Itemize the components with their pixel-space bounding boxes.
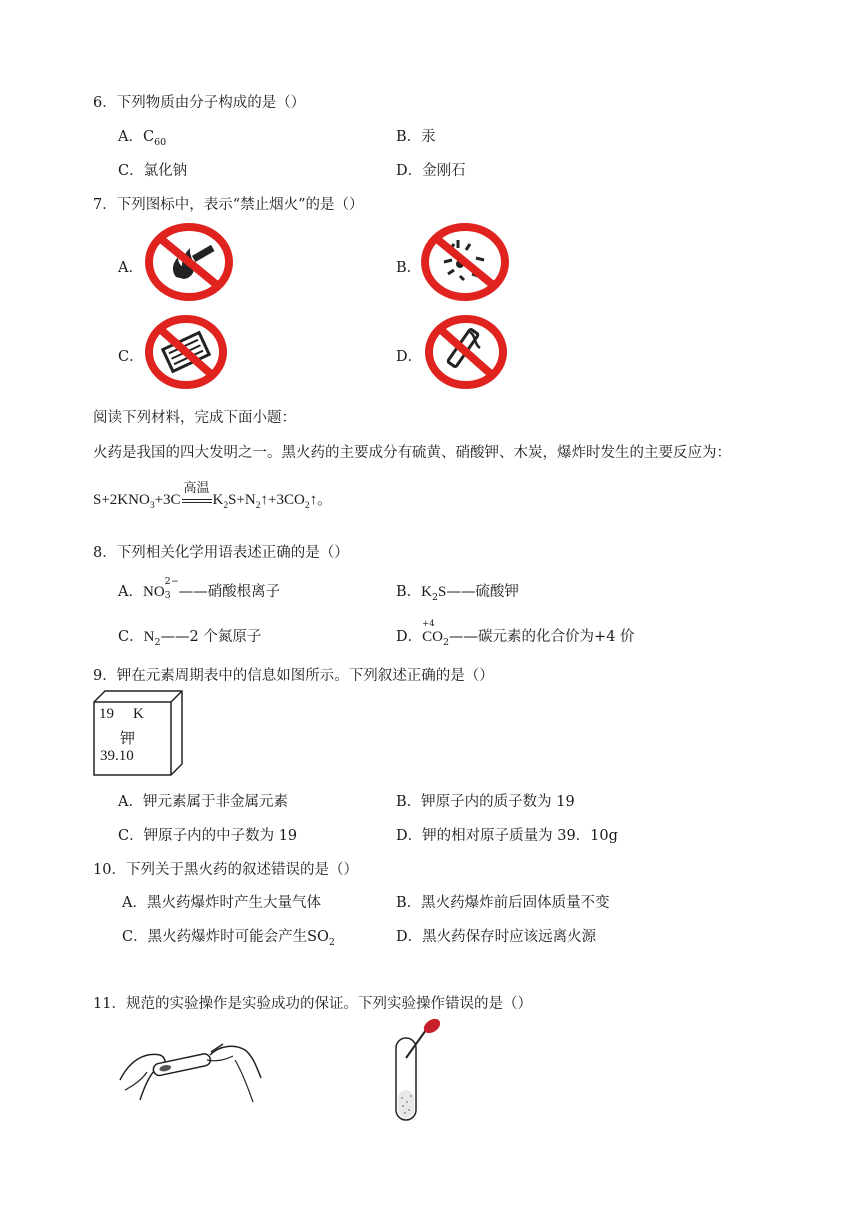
q7-stem: 7．下列图标中，表示“禁止烟火”的是（） (93, 197, 364, 213)
test-tube-handling-illustration (115, 1030, 265, 1110)
q8-stem: 8．下列相关化学用语表述正确的是（） (93, 545, 349, 561)
no-matches-icon (144, 314, 228, 390)
element-symbol: K (133, 706, 144, 722)
q9-option-b: B．钾原子内的质子数为 19 (396, 794, 575, 810)
q8-option-a: A．NO 2− 3 ——硝酸根离子 (118, 576, 281, 601)
no-fireworks-icon (420, 222, 510, 302)
q6-option-c: C．氯化钠 (118, 163, 188, 179)
no-open-flame-icon (144, 222, 234, 302)
atomic-number: 19 (99, 706, 114, 722)
reaction-equation: $S+2KNO_3+3C$ 高温 $K_2S+N_2↑+3CO_2↑$。 (93, 480, 333, 511)
q7-option-c-label: C． (118, 349, 144, 365)
q8-option-b: B．$K_2S——$硫酸钾 (396, 584, 519, 603)
q8-option-d: D． +4 $CO_2——$碳元素的化合价为+4 价 (396, 619, 635, 648)
element-name: 钾 (120, 731, 136, 747)
q6-option-a: A．$C_{60}$ (118, 129, 167, 148)
q11-stem: 11．规范的实验操作是实验成功的保证。下列实验操作错误的是（） (93, 996, 532, 1012)
periodic-table-cell (93, 690, 183, 776)
reading-text: 火药是我国的四大发明之一。黑火药的主要成分有硫黄、硝酸钾、木炭，爆炸时发生的主要反应为： (93, 445, 731, 461)
q8-option-c: C．$N_2——2$ 个氮原子 (118, 629, 262, 648)
atomic-mass: 39.10 (100, 748, 134, 764)
q7-option-d-label: D． (396, 349, 423, 365)
dropper-test-tube-illustration (390, 1018, 450, 1128)
q10-option-b: B．黑火药爆炸前后固体质量不变 (396, 895, 610, 911)
q10-option-d: D．黑火药保存时应该远离火源 (396, 929, 597, 945)
q9-option-d: D．钾的相对原子质量为 39．10g (396, 828, 618, 844)
q10-option-c: C．黑火药爆炸时可能会产生$SO_2$ (122, 929, 335, 948)
q7-option-a-label: A． (118, 260, 143, 276)
reading-intro: 阅读下列材料，完成下面小题： (93, 410, 296, 426)
q6-option-d: D．金刚石 (396, 163, 466, 179)
no-smoking-icon (424, 314, 508, 390)
q6-stem: 6．下列物质由分子构成的是（） (93, 95, 306, 111)
q9-stem: 9．钾在元素周期表中的信息如图所示。下列叙述正确的是（） (93, 668, 494, 684)
q9-option-a: A．钾元素属于非金属元素 (118, 794, 288, 810)
q7-option-b-label: B． (396, 260, 422, 276)
q9-option-c: C．钾原子内的中子数为 19 (118, 828, 298, 844)
q6-option-b: B．汞 (396, 129, 436, 145)
q10-stem: 10．下列关于黑火药的叙述错误的是（） (93, 862, 358, 878)
q10-option-a: A．黑火药爆炸时产生大量气体 (122, 895, 321, 911)
